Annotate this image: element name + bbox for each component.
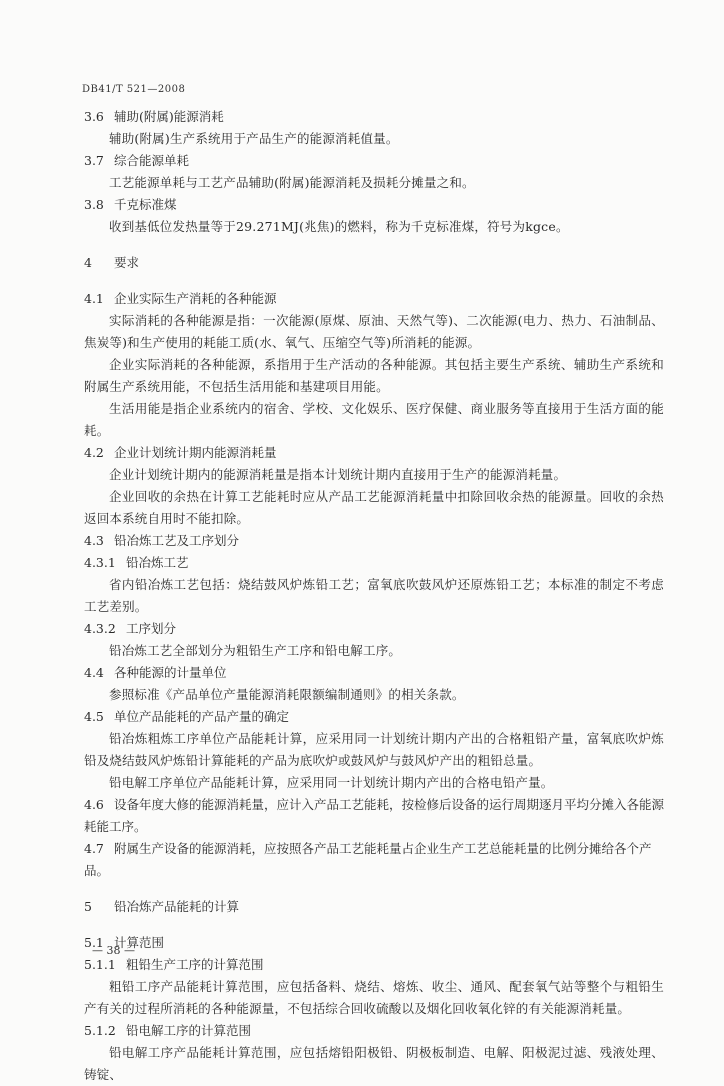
paragraph: 实际消耗的各种能源是指：一次能源(原煤、原油、天然气等)、二次能源(电力、热力、石油制品、焦炭等)和生产使用的耗能工质(水、氧气、压缩空气等)所消耗的能源。 — [84, 313, 664, 350]
section-title: 粗铅生产工序的计算范围 — [126, 957, 264, 972]
paragraph: 铅冶炼工艺全部划分为粗铅生产工序和铅电解工序。 — [109, 643, 402, 658]
paragraph: 企业实际消耗的各种能源，系指用于生产活动的各种能源。其包括主要生产系统、辅助生产系统和附属生产系统用能，不包括生活用能和基建项目用能。 — [84, 357, 664, 394]
page-header: DB41/T 521—2008 — [82, 84, 186, 95]
section-title: 辅助(附属)能源消耗 — [114, 109, 224, 124]
section-number: 5.1 — [84, 935, 104, 950]
section-title: 各种能源的计量单位 — [114, 665, 227, 680]
section-title: 要求 — [114, 255, 140, 270]
section-number: 5.1.2 — [84, 1023, 116, 1038]
section-number: 4 — [84, 255, 92, 270]
section-title: 企业实际生产消耗的各种能源 — [114, 291, 277, 306]
section-number: 4.4 — [84, 665, 104, 680]
section-title: 企业计划统计期内能源消耗量 — [114, 445, 277, 460]
section-heading — [84, 662, 664, 684]
section-number: 4.3 — [84, 533, 104, 548]
section-title: 设备年度大修的能源消耗量，应计入产品工艺能耗，按检修后设备的运行周期逐月平均分摊入各能源耗能工序。 — [84, 797, 665, 834]
section-number: 3.8 — [84, 197, 104, 212]
paragraph: 铅电解工序单位产品能耗计算，应采用同一计划统计期内产出的合格电铅产量。 — [109, 775, 554, 790]
section-number: 4.1 — [84, 291, 104, 306]
document-body — [84, 106, 664, 1086]
section-number: 5 — [84, 899, 92, 914]
section-number: 3.6 — [84, 109, 104, 124]
section-title: 铅冶炼工艺及工序划分 — [114, 533, 240, 548]
section-number: 4.6 — [84, 797, 104, 812]
section-number: 5.1.1 — [84, 957, 116, 972]
section-heading — [84, 252, 664, 274]
section-title: 铅冶炼工艺 — [126, 555, 189, 570]
paragraph: 企业回收的余热在计算工艺能耗时应从产品工艺能源消耗量中扣除回收余热的能源量。回收的余热返回本系统自用时不能扣除。 — [84, 489, 664, 526]
section-heading — [84, 194, 664, 216]
section-heading — [84, 954, 664, 976]
section-heading — [84, 794, 664, 838]
paragraph: 粗铅工序产品能耗计算范围，应包括备料、烧结、熔炼、收尘、通风、配套氧气站等整个与粗铅生产有关的过程所消耗的各种能源量，不包括综合回收硫酸以及烟化回收氧化锌的有关能源消耗量。 — [84, 979, 664, 1016]
spacer — [84, 882, 664, 896]
paragraph: 收到基低位发热量等于29.271MJ(兆焦)的燃料，称为千克标准煤，符号为kgce。 — [109, 219, 569, 234]
section-heading — [84, 106, 664, 128]
spacer — [84, 238, 664, 252]
section-title: 铅电解工序的计算范围 — [126, 1023, 252, 1038]
section-heading — [84, 706, 664, 728]
section-heading — [84, 530, 664, 552]
section-heading — [84, 552, 664, 574]
section-heading — [84, 442, 664, 464]
spacer — [84, 918, 664, 932]
section-title: 工序划分 — [126, 621, 177, 636]
section-number: 4.5 — [84, 709, 104, 724]
section-heading — [84, 896, 664, 918]
section-heading — [84, 288, 664, 310]
section-number: 4.3.2 — [84, 621, 116, 636]
paragraph: 参照标准《产品单位产量能源消耗限额编制通则》的相关条款。 — [109, 687, 465, 702]
section-heading — [84, 150, 664, 172]
section-number: 4.2 — [84, 445, 104, 460]
section-heading — [84, 1020, 664, 1042]
spacer — [84, 274, 664, 288]
paragraph: 生活用能是指企业系统内的宿舍、学校、文化娱乐、医疗保健、商业服务等直接用于生活方面的能耗。 — [84, 401, 664, 438]
section-number: 3.7 — [84, 153, 104, 168]
section-heading — [84, 838, 664, 882]
section-number: 4.7 — [84, 841, 104, 856]
paragraph: 工艺能源单耗与工艺产品辅助(附属)能源消耗及损耗分摊量之和。 — [109, 175, 475, 190]
paragraph: 铅冶炼粗炼工序单位产品能耗计算，应采用同一计划统计期内产出的合格粗铅产量，富氧底吹炉炼铅及烧结鼓风炉炼铅计算能耗的产品为底吹炉或鼓风炉与鼓风炉产出的粗铅总量。 — [84, 731, 664, 768]
section-title: 千克标准煤 — [114, 197, 177, 212]
paragraph: 企业计划统计期内的能源消耗量是指本计划统计期内直接用于生产的能源消耗量。 — [109, 467, 567, 482]
paragraph: 省内铅冶炼工艺包括：烧结鼓风炉炼铅工艺；富氧底吹鼓风炉还原炼铅工艺；本标准的制定不考虑工艺差别。 — [84, 577, 664, 614]
section-number: 4.3.1 — [84, 555, 116, 570]
paragraph: 铅电解工序产品能耗计算范围，应包括熔铅阳极铅、阴极板制造、电解、阳极泥过滤、残液处理、铸锭、 — [84, 1045, 664, 1082]
section-title: 综合能源单耗 — [114, 153, 190, 168]
section-title: 附属生产设备的能源消耗，应按照各产品工艺能耗量占企业生产工艺总能耗量的比例分摊给各个产品。 — [84, 841, 652, 878]
paragraph: 辅助(附属)生产系统用于产品生产的能源消耗值量。 — [109, 131, 399, 146]
section-title: 单位产品能耗的产品产量的确定 — [114, 709, 290, 724]
page-number: — 38 — — [92, 944, 135, 957]
section-title: 铅冶炼产品能耗的计算 — [114, 899, 240, 914]
section-title: 计算范围 — [114, 935, 165, 950]
section-heading — [84, 618, 664, 640]
section-heading — [84, 932, 664, 954]
